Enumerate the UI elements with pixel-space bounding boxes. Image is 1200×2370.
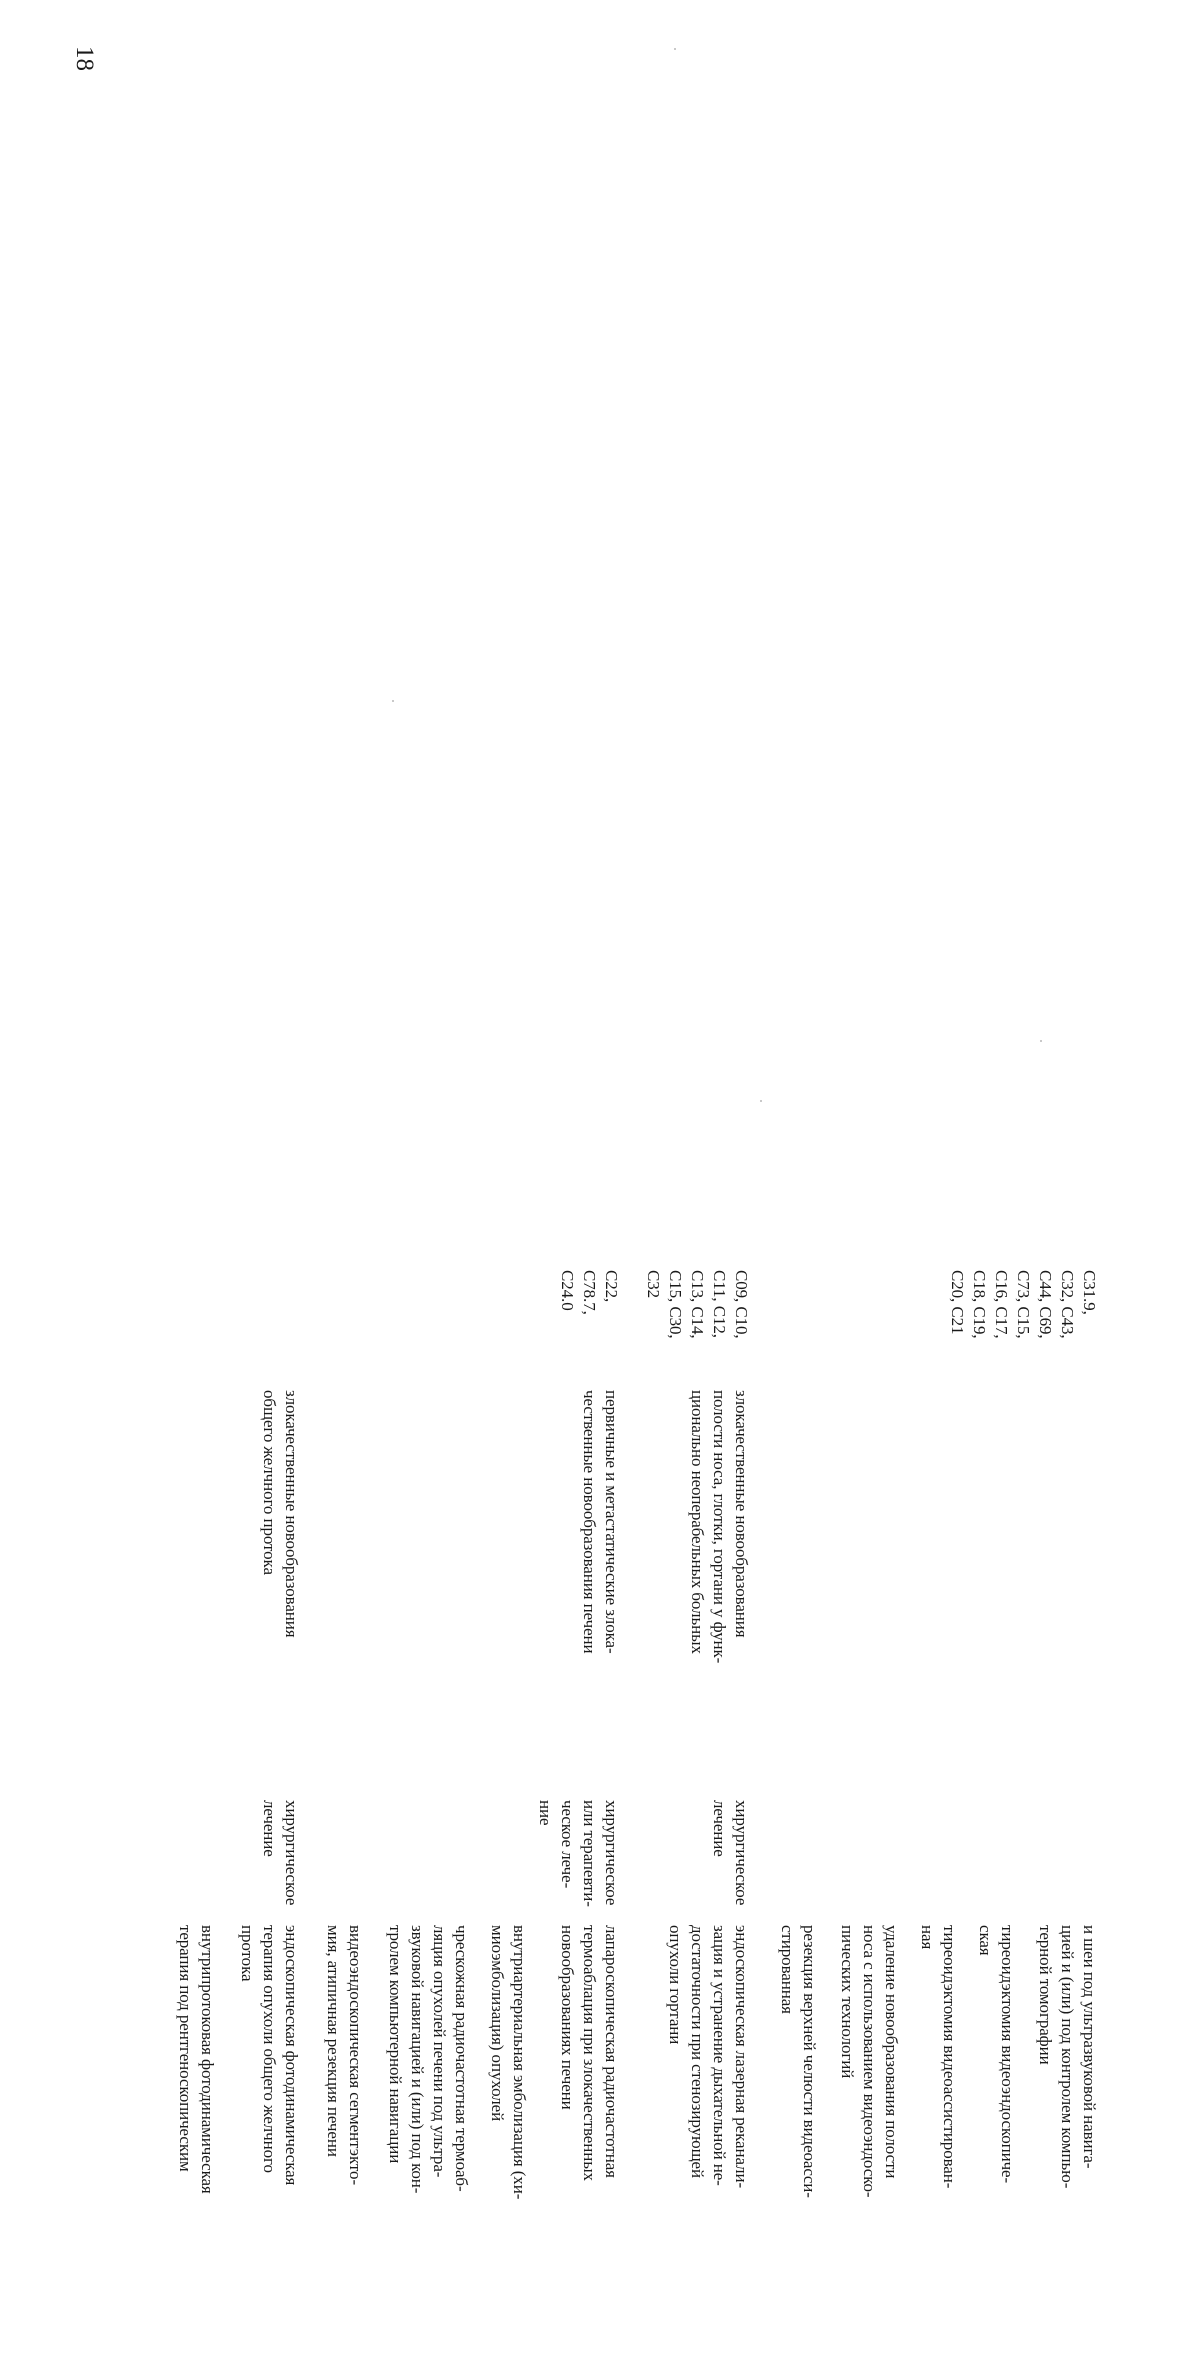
row-2-method-1: эндоскопическая лазерная реканали- зация и устранение дыхательной не- достаточности при стенозирующей опухоли гортани: [666, 1925, 751, 2189]
row-3-kind: хирургическое или терапевти- ческое лече- ние: [536, 1800, 621, 1907]
row-1-method-2: тиреоидэктомия видеоэндоскопиче- ская: [976, 1925, 1017, 2184]
row-1-method-4: удаление новообразования полости носа с использованием видеоэндоско- пических технологий: [838, 1925, 901, 2198]
row-1-codes: C31.9, C32, C43, C44, C69, C73, C15, C16, C17, C18, C19, C20, C21: [948, 1270, 1099, 1339]
row-2-kind: хирургическое лечение: [710, 1800, 751, 1906]
scan-speck: [674, 48, 676, 50]
scan-speck: [392, 700, 394, 702]
row-1-method-5: резекция верхней челюсти видеоасси- стированная: [778, 1925, 819, 2198]
row-1-method-3: тиреоидэктомия видеоассистирован- ная: [918, 1925, 959, 2189]
row-1-method-1: и шеи под ультразвуковой навига- цией и (или) под контролем компью- терной томографии: [1036, 1925, 1099, 2189]
row-4-method-2: внутрипротоковая фотодинамическая терапия под рентгеноскопическим: [176, 1925, 217, 2194]
rotated-table: [100, 1270, 1100, 2370]
row-4-method-1: эндоскопическая фотодинамическая терапия опухоли общего желчного протока: [238, 1925, 301, 2186]
row-3-name: первичные и метастатические злока- чественные новообразования печени: [580, 1390, 621, 1654]
row-2-name: злокачественные новообразования полости носа, глотки, гортани у функ- ционально неоперабельных больных: [688, 1390, 751, 1664]
row-4-kind: хирургическое лечение: [260, 1800, 301, 1906]
row-3-method-4: видеоэндоскопическая сегментэкто- мия, атипичная резекция печени: [324, 1925, 365, 2186]
row-2-codes: C09, C10, C11, C12, C13, C14, C15, C30, C32: [644, 1270, 751, 1339]
row-4-name: злокачественные новообразования общего желчного протока: [260, 1390, 301, 1638]
scan-speck: [760, 1100, 762, 1102]
scan-speck: [1040, 1040, 1042, 1042]
page-number: 18: [71, 46, 98, 71]
row-3-method-1: лапароскопическая радиочастотная термоаблация при злокачественных новообразованиях печени: [558, 1925, 621, 2181]
row-3-codes: C22, C78.7, C24.0: [558, 1270, 621, 1315]
row-3-method-3: чрескожная радиочастотная термоаб- ляция опухолей печени под ультра- звуковой навигацией и (или) под кон- тролем компьютерной навигации: [386, 1925, 471, 2194]
row-3-method-2: внутриартериальная эмболизация (хи- миоэмболизация) опухолей: [488, 1925, 529, 2200]
